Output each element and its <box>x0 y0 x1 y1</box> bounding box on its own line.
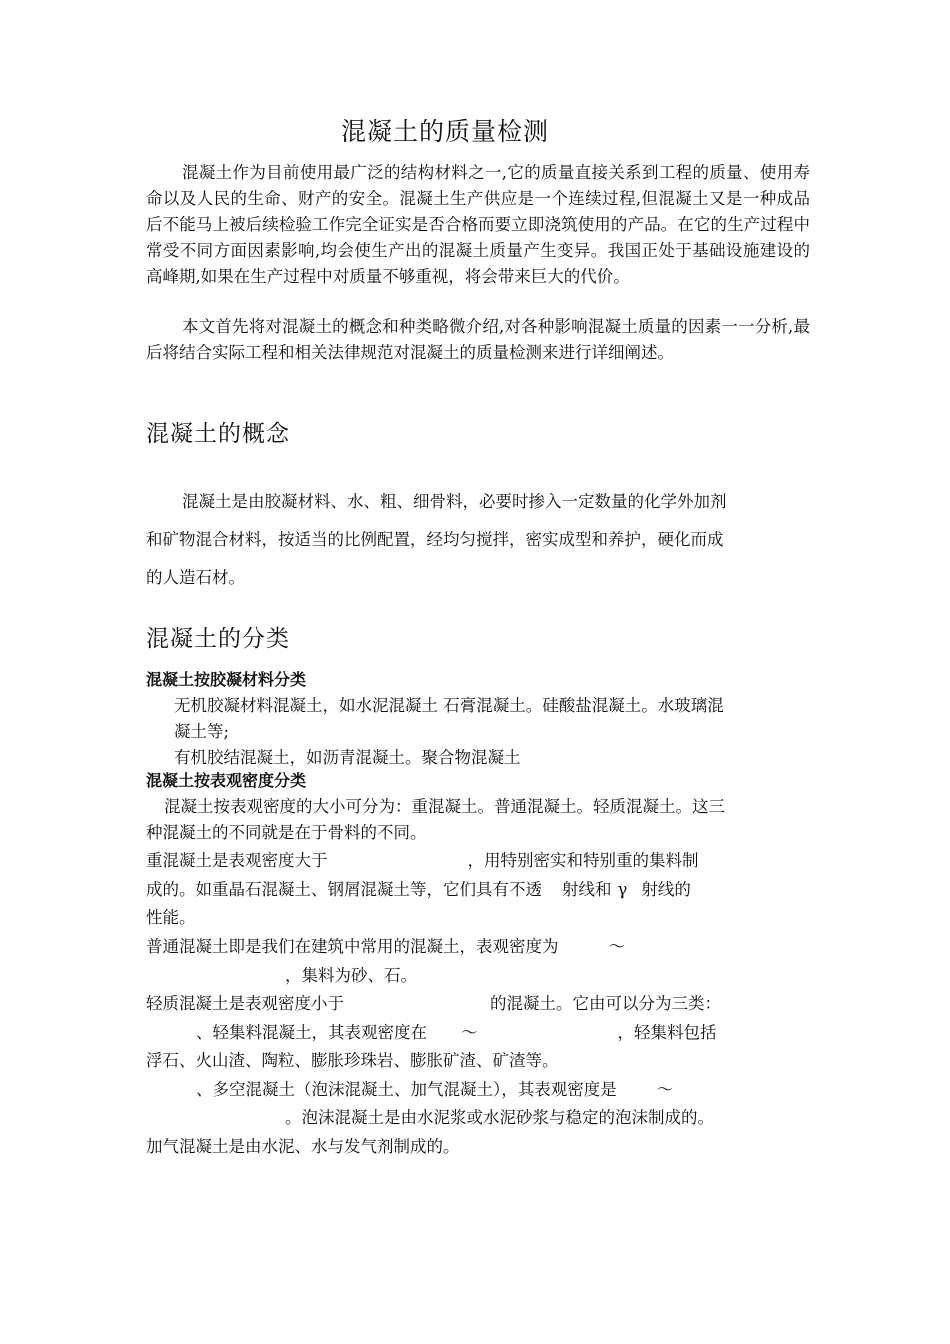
binder-inorganic-line-2: 凝土等; <box>174 722 230 741</box>
normal-concrete-line-2: ，集料为砂、石。 <box>285 966 417 985</box>
normal-tilde: ～ <box>608 937 625 956</box>
heavy-concrete-line-2 <box>146 876 691 900</box>
light-text-a: 轻质混凝土是表观密度小于 <box>146 994 344 1013</box>
binder-inorganic-line-1: 无机胶凝材料混凝土，如水泥混凝土 石膏混凝土。硅酸盐混凝土。水玻璃混 <box>174 696 724 715</box>
binder-organic-line: 有机胶结混凝土，如沥青混凝土。聚合物混凝土 <box>174 748 521 767</box>
density-intro-line-1: 混凝土按表观密度的大小可分为：重混凝土。普通混凝土。轻质混凝土。这三 <box>164 797 725 816</box>
light-text-b: 的混凝土。它由可以分为三类： <box>490 994 721 1013</box>
section-heading-classification: 混凝土的分类 <box>146 626 290 652</box>
intro-paragraph-1: 混凝土作为目前使用最广泛的结构材料之一,它的质量直接关系到工程的质量、使用寿命以及人民的生命、财产的安全。混凝土生产供应是一个连续过程,但混凝土又是一种成品后不能马上被后续检验工作完全证实是否合格而要立即浇筑使用的产品。在它的生产过程中常受不同方面因素影响,均会使生产出的混凝土质量产生变异。我国正处于基础设施建设的高峰期,如果在生产过程中对质量不够重视，将会带来巨大的代价。 <box>146 163 810 286</box>
section-heading-concept: 混凝土的概念 <box>146 421 290 447</box>
concept-line-1: 混凝土是由胶凝材料、水、粗、细骨料，必要时掺入一定数量的化学外加剂 <box>182 492 727 511</box>
heavy-text-b: ，用特别密实和特别重的集料制 <box>467 851 699 870</box>
heavy-text-d: 射线和 <box>562 880 612 899</box>
light-aggregate-line-2: 浮石、火山渣、陶粒、膨胀珍珠岩、膨胀矿渣、矿渣等。 <box>146 1051 559 1070</box>
heavy-concrete-line-3: 性能。 <box>146 908 196 927</box>
subheading-by-binder: 混凝土按胶凝材料分类 <box>146 670 307 689</box>
density-intro-line-2: 种混凝土的不同就是在于骨料的不同。 <box>146 823 427 842</box>
light-aggregate-line-1 <box>196 1019 717 1043</box>
document-title: 混凝土的质量检测 <box>340 117 549 146</box>
light-b-text-a: 、多空混凝土（泡沫混凝土、加气混凝土），其表观密度是 <box>196 1080 617 1099</box>
light-a-tilde: ～ <box>461 1023 478 1042</box>
light-a-text-c: ，轻集料包括 <box>617 1023 717 1042</box>
light-b-tilde: ～ <box>656 1080 674 1099</box>
heavy-text-c: 成的。如重晶石混凝土、钢屑混凝土等，它们具有不透 <box>146 880 542 899</box>
light-concrete-line-1 <box>146 990 721 1014</box>
heavy-text-a: 重混凝土是表观密度大于 <box>146 851 328 870</box>
heavy-concrete-line-1 <box>146 847 699 871</box>
subheading-by-density: 混凝土按表观密度分类 <box>146 771 307 790</box>
normal-text-a: 普通混凝土即是我们在建筑中常用的混凝土，表观密度为 <box>146 937 559 956</box>
intro-paragraph-2: 本文首先将对混凝土的概念和种类略微介绍,对各种影响混凝土质量的因素一一分析,最后将结合实际工程和相关法律规范对混凝土的质量检测来进行详细阐述。 <box>146 317 810 362</box>
concept-line-3: 的人造石材。 <box>146 568 245 587</box>
normal-concrete-line-1 <box>146 933 625 957</box>
heavy-text-e: 射线的 <box>641 880 691 899</box>
gamma-symbol: γ <box>617 880 628 899</box>
concept-line-2: 和矿物混合材料，按适当的比例配置，经均匀搅拌，密实成型和养护，硬化而成 <box>146 530 724 549</box>
porous-concrete-line-1 <box>196 1076 673 1100</box>
porous-concrete-line-2: 。泡沫混凝土是由水泥浆或水泥砂浆与稳定的泡沫制成的。 <box>285 1108 714 1127</box>
porous-concrete-line-3: 加气混凝土是由水泥、水与发气剂制成的。 <box>146 1137 460 1156</box>
light-a-text-a: 、轻集料混凝土，其表观密度在 <box>196 1023 427 1042</box>
